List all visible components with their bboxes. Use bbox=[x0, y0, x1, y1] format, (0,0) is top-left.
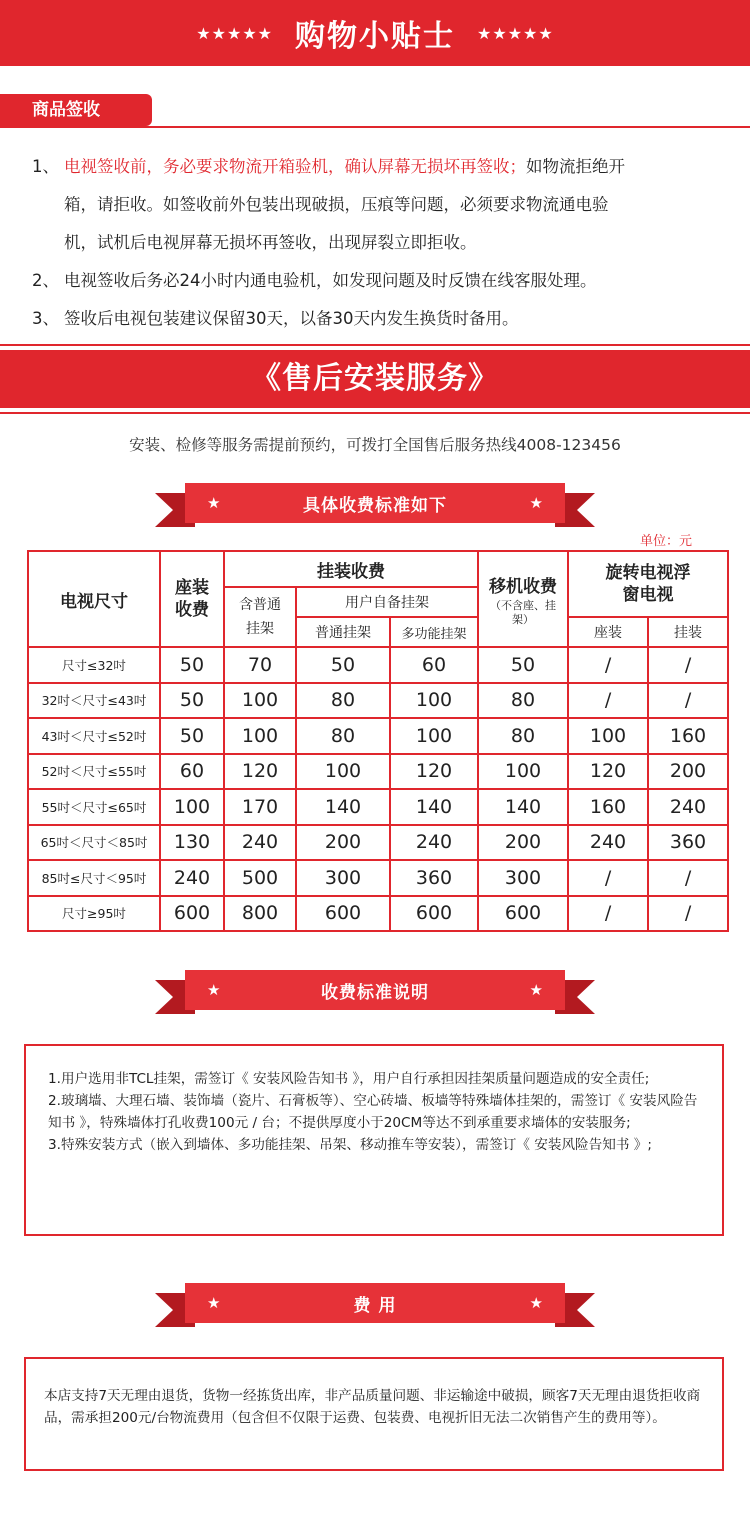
header-seat-fee: 座装收费 bbox=[160, 551, 224, 647]
page-title: 购物小贴士 bbox=[295, 19, 455, 54]
fee-cell: 130 bbox=[160, 825, 224, 861]
fee-table bbox=[27, 550, 729, 932]
fee-cell: 80 bbox=[478, 683, 568, 719]
table-row bbox=[28, 860, 728, 896]
fee-cell: 140 bbox=[478, 789, 568, 825]
table-row bbox=[28, 825, 728, 861]
size-cell: 85吋≤尺寸＜95吋 bbox=[28, 860, 160, 896]
after-sale-banner bbox=[0, 350, 750, 408]
fee-cell: 160 bbox=[648, 718, 728, 754]
list-item bbox=[32, 148, 732, 186]
fee-cell: 100 bbox=[224, 683, 296, 719]
fee-cell: 100 bbox=[296, 754, 390, 790]
header-own-bracket: 用户自备挂架 bbox=[296, 587, 478, 617]
stars-icon: ★★★★★ bbox=[196, 23, 273, 43]
header-normal-bracket: 普通挂架 bbox=[296, 617, 390, 647]
fee-cell: 600 bbox=[160, 896, 224, 932]
fee-cell: 240 bbox=[160, 860, 224, 896]
fee-cell: / bbox=[568, 896, 648, 932]
fee-cell: 140 bbox=[296, 789, 390, 825]
item-text: 机，试机后电视屏幕无损坏再签收，出现屏裂立即拒收。 bbox=[64, 233, 477, 252]
size-cell: 尺寸≥95吋 bbox=[28, 896, 160, 932]
fee-cell: 600 bbox=[478, 896, 568, 932]
header-rotate-wall: 挂装 bbox=[648, 617, 728, 647]
paragraph: 本店支持7天无理由退货，货物一经拣货出库，非产品质量问题、非运输途中破损，顾客7天无理由退货拒收商品，需承担200元/台物流费用（包含但不仅限于运费、包装费、电视折旧无法二次销售产生的费用等）。 bbox=[44, 1388, 701, 1426]
fee-cell: 100 bbox=[568, 718, 648, 754]
fee-cell: 500 bbox=[224, 860, 296, 896]
ribbon-body bbox=[185, 483, 565, 523]
list-item bbox=[32, 262, 732, 300]
fee-cell: 160 bbox=[568, 789, 648, 825]
table-row bbox=[28, 683, 728, 719]
ribbon-body bbox=[185, 970, 565, 1010]
fee-cell: 240 bbox=[568, 825, 648, 861]
fee-cell: 240 bbox=[648, 789, 728, 825]
item-text: 签收后电视包装建议保留30天，以备30天内发生换货时备用。 bbox=[64, 309, 519, 328]
header-rotate-tv: 旋转电视浮窗电视 bbox=[568, 551, 728, 617]
fee-cell: 360 bbox=[390, 860, 478, 896]
item-number: 3、 bbox=[32, 309, 59, 328]
divider bbox=[0, 412, 750, 414]
paragraph: 2.玻璃墙、大理石墙、装饰墙（瓷片、石膏板等）、空心砖墙、板墙等特殊墙体挂架的，需签订《 安装风险告知书 》，特殊墙体打孔收费100元 / 台；不提供厚度小于20CM等达不到承重要求墙体的安装服务; bbox=[48, 1093, 698, 1131]
paragraph: 3.特殊安装方式（嵌入到墙体、多功能挂架、吊架、移动推车等安装），需签订《 安装风险告知书 》; bbox=[48, 1137, 652, 1153]
star-icon: ★ bbox=[207, 1294, 221, 1312]
section-title: 《售后安装服务》 bbox=[251, 361, 499, 396]
star-icon: ★ bbox=[207, 494, 221, 512]
fee-cell: 240 bbox=[224, 825, 296, 861]
ribbon-label: 具体收费标准如下 bbox=[303, 495, 447, 516]
table-row bbox=[28, 789, 728, 825]
ribbon-body bbox=[185, 1283, 565, 1323]
header-multi-bracket: 多功能挂架 bbox=[390, 617, 478, 647]
ribbon-label: 费 用 bbox=[353, 1295, 397, 1316]
size-cell: 55吋＜尺寸≤65吋 bbox=[28, 789, 160, 825]
fee-cell: 60 bbox=[390, 647, 478, 683]
header-rotate-seat: 座装 bbox=[568, 617, 648, 647]
fee-cell: 60 bbox=[160, 754, 224, 790]
stars-icon: ★★★★★ bbox=[477, 23, 554, 43]
size-cell: 32吋＜尺寸≤43吋 bbox=[28, 683, 160, 719]
item-number: 2、 bbox=[32, 271, 59, 290]
fee-cell: 100 bbox=[160, 789, 224, 825]
header-standard-bracket: 含普通挂架 bbox=[224, 587, 296, 647]
fee-cell: 120 bbox=[224, 754, 296, 790]
star-icon: ★ bbox=[529, 494, 543, 512]
fee-cell: 50 bbox=[160, 683, 224, 719]
star-icon: ★ bbox=[529, 981, 543, 999]
fee-cell: 360 bbox=[648, 825, 728, 861]
list-item bbox=[32, 300, 732, 338]
fee-cell: 80 bbox=[296, 683, 390, 719]
size-cell: 尺寸≤32吋 bbox=[28, 647, 160, 683]
size-cell: 52吋＜尺寸≤55吋 bbox=[28, 754, 160, 790]
star-icon: ★ bbox=[529, 1294, 543, 1312]
star-icon: ★ bbox=[207, 981, 221, 999]
fee-ribbon bbox=[155, 483, 595, 541]
standard-ribbon bbox=[155, 970, 595, 1028]
top-banner bbox=[0, 0, 750, 66]
fee-cell: / bbox=[648, 647, 728, 683]
fee-cell: 200 bbox=[478, 825, 568, 861]
fee-cell: 800 bbox=[224, 896, 296, 932]
receipt-list bbox=[32, 148, 732, 338]
fee-cell: 120 bbox=[568, 754, 648, 790]
fee-cell: / bbox=[648, 860, 728, 896]
table-row bbox=[28, 754, 728, 790]
cost-text-box bbox=[24, 1357, 724, 1471]
fee-cell: 50 bbox=[478, 647, 568, 683]
fee-cell: 80 bbox=[478, 718, 568, 754]
fee-cell: 300 bbox=[478, 860, 568, 896]
fee-cell: / bbox=[568, 647, 648, 683]
unit-label: 单位：元 bbox=[640, 534, 693, 549]
header-move-fee: 移机收费 （不含座、挂架） bbox=[478, 551, 568, 647]
table-row bbox=[28, 718, 728, 754]
fee-cell: 100 bbox=[478, 754, 568, 790]
receipt-tab-label: 商品签收 bbox=[0, 94, 152, 126]
fee-cell: / bbox=[568, 860, 648, 896]
item-number: 1、 bbox=[32, 157, 59, 176]
size-cell: 43吋＜尺寸≤52吋 bbox=[28, 718, 160, 754]
fee-cell: 600 bbox=[390, 896, 478, 932]
fee-cell: 120 bbox=[390, 754, 478, 790]
fee-cell: 50 bbox=[160, 718, 224, 754]
paragraph: 1.用户选用非TCL挂架，需签订《 安装风险告知书 》，用户自行承担因挂架质量问题造成的安全责任; bbox=[48, 1071, 650, 1087]
highlight-text: 电视签收前，务必要求物流开箱验机，确认屏幕无损坏再签收； bbox=[64, 157, 526, 176]
fee-cell: 300 bbox=[296, 860, 390, 896]
header-size: 电视尺寸 bbox=[28, 551, 160, 647]
item-text: 如物流拒绝开 bbox=[526, 157, 625, 176]
ribbon-label: 收费标准说明 bbox=[321, 982, 429, 1003]
cost-ribbon bbox=[155, 1283, 595, 1341]
fee-cell: 170 bbox=[224, 789, 296, 825]
fee-cell: / bbox=[568, 683, 648, 719]
table-row bbox=[28, 896, 728, 932]
standard-text-box bbox=[24, 1044, 724, 1236]
size-cell: 65吋＜尺寸＜85吋 bbox=[28, 825, 160, 861]
fee-cell: 50 bbox=[296, 647, 390, 683]
fee-cell: 100 bbox=[224, 718, 296, 754]
fee-cell: 100 bbox=[390, 718, 478, 754]
fee-cell: 100 bbox=[390, 683, 478, 719]
divider bbox=[0, 126, 750, 128]
fee-cell: 200 bbox=[648, 754, 728, 790]
table-row bbox=[28, 647, 728, 683]
fee-cell: 70 bbox=[224, 647, 296, 683]
fee-cell: 80 bbox=[296, 718, 390, 754]
fee-cell: 600 bbox=[296, 896, 390, 932]
fee-cell: 140 bbox=[390, 789, 478, 825]
item-text: 电视签收后务必24小时内通电验机，如发现问题及时反馈在线客服处理。 bbox=[64, 271, 597, 290]
fee-cell: / bbox=[648, 683, 728, 719]
fee-cell: 50 bbox=[160, 647, 224, 683]
fee-cell: 200 bbox=[296, 825, 390, 861]
fee-cell: 240 bbox=[390, 825, 478, 861]
fee-cell: / bbox=[648, 896, 728, 932]
header-wall-fee: 挂装收费 bbox=[224, 551, 478, 587]
divider bbox=[0, 344, 750, 346]
item-text: 箱，请拒收。如签收前外包装出现破损，压痕等问题，必须要求物流通电验 bbox=[64, 195, 609, 214]
move-note: （不含座、挂架） bbox=[490, 598, 557, 626]
hotline-text: 安装、检修等服务需提前预约，可拨打全国售后服务热线4008-123456 bbox=[129, 436, 621, 454]
